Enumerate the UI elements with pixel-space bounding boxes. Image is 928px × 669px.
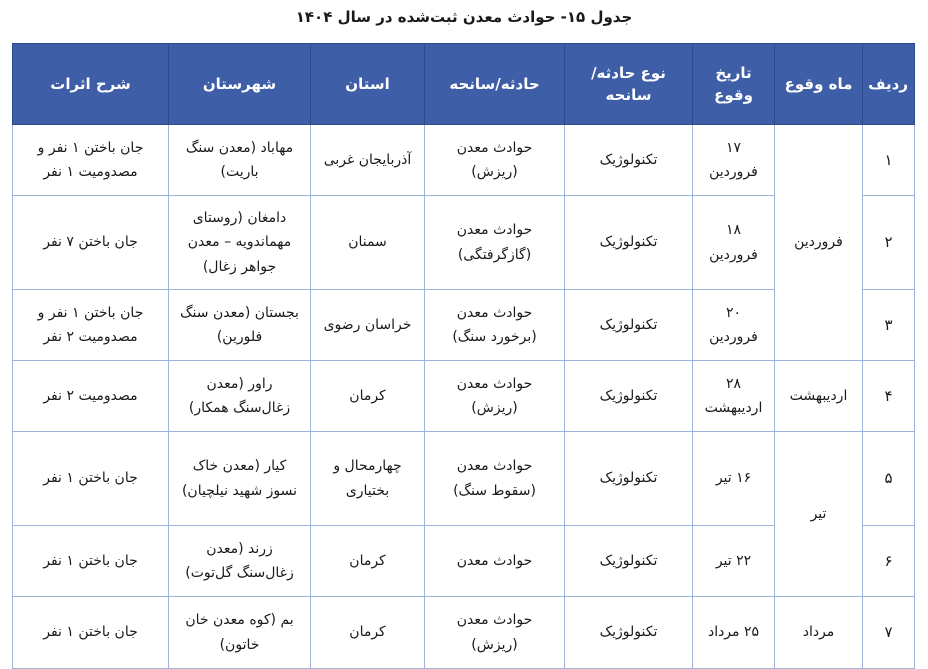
cell-incident-type: تکنولوژیک bbox=[565, 597, 693, 669]
cell-incident-type: تکنولوژیک bbox=[565, 432, 693, 526]
cell-effects: جان باختن ۷ نفر bbox=[13, 196, 169, 290]
cell-effects: جان باختن ۱ نفر bbox=[13, 597, 169, 669]
cell-city: دامغان (روستای مهماندویه – معدن جواهر زغال) bbox=[169, 196, 311, 290]
header-city: شهرستان bbox=[169, 44, 311, 125]
cell-effects: جان باختن ۱ نفر bbox=[13, 526, 169, 597]
cell-incident: حوادث معدن (برخورد سنگ) bbox=[425, 290, 565, 361]
cell-effects: جان باختن ۱ نفر و مصدومیت ۲ نفر bbox=[13, 290, 169, 361]
cell-city: راور (معدن زغال‌سنگ همکار) bbox=[169, 361, 311, 432]
cell-date: ۱۷ فروردین bbox=[693, 125, 775, 196]
cell-row-number: ۶ bbox=[863, 526, 915, 597]
cell-row-number: ۲ bbox=[863, 196, 915, 290]
cell-province: چهارمحال و بختیاری bbox=[311, 432, 425, 526]
cell-row-number: ۱ bbox=[863, 125, 915, 196]
header-month: ماه وقوع bbox=[775, 44, 863, 125]
cell-incident: حوادث معدن (ریزش) bbox=[425, 361, 565, 432]
cell-incident: حوادث معدن (ریزش) bbox=[425, 125, 565, 196]
cell-province: کرمان bbox=[311, 526, 425, 597]
cell-effects: جان باختن ۱ نفر bbox=[13, 432, 169, 526]
cell-date: ۲۰ فروردین bbox=[693, 290, 775, 361]
cell-city: مهاباد (معدن سنگ باریت) bbox=[169, 125, 311, 196]
cell-row-number: ۴ bbox=[863, 361, 915, 432]
header-incident-type: نوع حادثه/سانحه bbox=[565, 44, 693, 125]
cell-date: ۲۲ تیر bbox=[693, 526, 775, 597]
cell-effects: جان باختن ۱ نفر و مصدومیت ۱ نفر bbox=[13, 125, 169, 196]
table-row bbox=[13, 361, 915, 432]
table-row bbox=[13, 432, 915, 526]
cell-province: کرمان bbox=[311, 597, 425, 669]
cell-month-farvardin: فروردین bbox=[775, 125, 863, 361]
cell-city: بجستان (معدن سنگ فلورین) bbox=[169, 290, 311, 361]
cell-province: خراسان رضوی bbox=[311, 290, 425, 361]
table-row bbox=[13, 597, 915, 669]
cell-city: زرند (معدن زغال‌سنگ گل‌توت) bbox=[169, 526, 311, 597]
cell-incident-type: تکنولوژیک bbox=[565, 526, 693, 597]
header-row-number: ردیف bbox=[863, 44, 915, 125]
header-province: استان bbox=[311, 44, 425, 125]
cell-row-number: ۳ bbox=[863, 290, 915, 361]
cell-province: کرمان bbox=[311, 361, 425, 432]
table-row bbox=[13, 125, 915, 196]
cell-date: ۲۸ اردیبهشت bbox=[693, 361, 775, 432]
cell-date: ۱۸ فروردین bbox=[693, 196, 775, 290]
header-incident: حادثه/سانحه bbox=[425, 44, 565, 125]
cell-incident: حوادث معدن (ریزش) bbox=[425, 597, 565, 669]
cell-row-number: ۵ bbox=[863, 432, 915, 526]
cell-month-mordad: مرداد bbox=[775, 597, 863, 669]
cell-incident-type: تکنولوژیک bbox=[565, 290, 693, 361]
cell-province: سمنان bbox=[311, 196, 425, 290]
cell-city: بم (کوه معدن خان خاتون) bbox=[169, 597, 311, 669]
cell-incident-type: تکنولوژیک bbox=[565, 196, 693, 290]
cell-incident: حوادث معدن (گازگرفتگی) bbox=[425, 196, 565, 290]
table-header-row bbox=[13, 44, 915, 125]
cell-effects: مصدومیت ۲ نفر bbox=[13, 361, 169, 432]
cell-city: کیار (معدن خاک نسوز شهید نیلچیان) bbox=[169, 432, 311, 526]
cell-date: ۱۶ تیر bbox=[693, 432, 775, 526]
cell-incident-type: تکنولوژیک bbox=[565, 361, 693, 432]
table-caption: جدول ۱۵- حوادث معدن ثبت‌شده در سال ۱۴۰۴ bbox=[295, 8, 633, 26]
cell-incident-type: تکنولوژیک bbox=[565, 125, 693, 196]
cell-province: آذربایجان غربی bbox=[311, 125, 425, 196]
cell-month-ordibehesht: اردیبهشت bbox=[775, 361, 863, 432]
mine-incidents-table bbox=[12, 43, 915, 669]
header-effects: شرح اثرات bbox=[13, 44, 169, 125]
header-date: تاریخ وقوع bbox=[693, 44, 775, 125]
cell-row-number: ۷ bbox=[863, 597, 915, 669]
cell-date: ۲۵ مرداد bbox=[693, 597, 775, 669]
cell-month-tir: تیر bbox=[775, 432, 863, 597]
cell-incident: حوادث معدن (سقوط سنگ) bbox=[425, 432, 565, 526]
cell-incident: حوادث معدن bbox=[425, 526, 565, 597]
